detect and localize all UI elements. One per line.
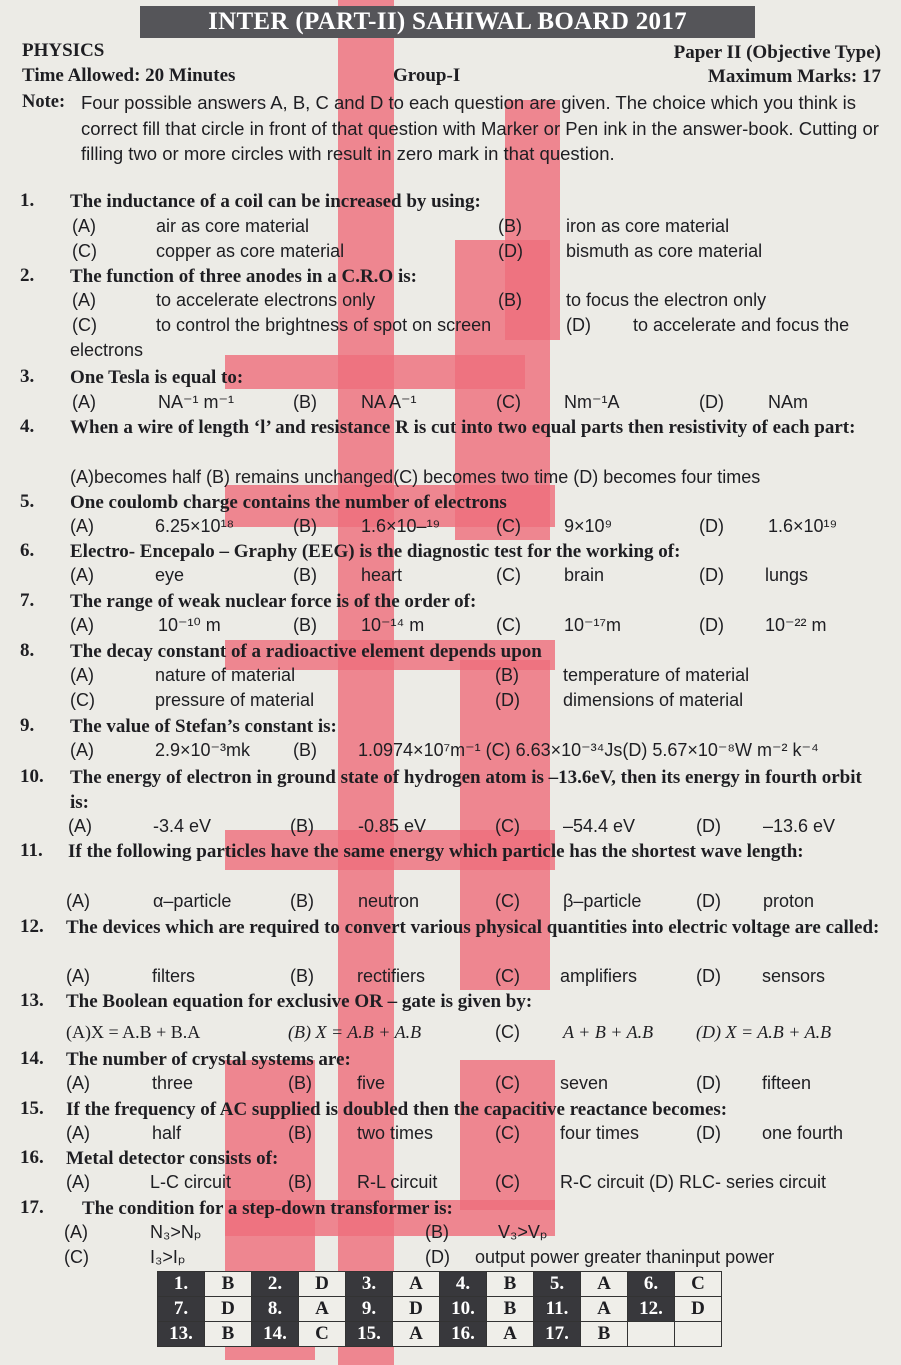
option-label: (B): [288, 1172, 312, 1192]
option-label: (A): [66, 1123, 90, 1143]
option-text: 1.6×10–¹⁹: [361, 516, 441, 536]
option-text: seven: [560, 1073, 609, 1093]
option-text: electrons: [70, 340, 144, 360]
option-text: -0.85 eV: [358, 816, 427, 836]
question-text: The number of crystal systems are:: [66, 1049, 351, 1070]
question-text: One Tesla is equal to:: [70, 367, 244, 388]
question-text: The Boolean equation for exclusive OR – gate is given by:: [66, 991, 533, 1012]
option-text: pressure of material: [155, 690, 315, 710]
key-question-number: 16.: [440, 1322, 487, 1347]
question-number: 8.: [20, 640, 35, 661]
option-label: (A): [70, 615, 94, 635]
option-text: filters: [152, 966, 196, 986]
question-text: The condition for a step-down transformer is:: [82, 1198, 453, 1219]
option-text: 10⁻¹⁷m: [564, 615, 622, 635]
option-label: (B): [498, 216, 522, 236]
option-label: (D): [495, 690, 520, 710]
option-label: (B): [293, 565, 317, 585]
option-text: five: [357, 1073, 386, 1093]
option-label: (C): [64, 1247, 89, 1267]
key-answer: A: [581, 1272, 628, 1297]
key-question-number: 7.: [158, 1297, 205, 1322]
option-label: (B): [498, 290, 522, 310]
option-label: (B): [293, 392, 317, 412]
question-number: 12.: [20, 916, 44, 937]
option-text: output power greater thaninput power: [475, 1247, 775, 1267]
option-text: -3.4 eV: [153, 816, 212, 836]
key-answer: A: [581, 1297, 628, 1322]
key-question-number: 6.: [628, 1272, 675, 1297]
option-text: NAm: [768, 392, 808, 412]
option-text: proton: [763, 891, 815, 911]
option-label: (B): [288, 1073, 312, 1093]
key-answer: D: [675, 1297, 722, 1322]
option-text: β–particle: [563, 891, 642, 911]
option-label: (D): [425, 1247, 450, 1267]
option-label: (A): [70, 740, 94, 760]
option-text: I₃>Iₚ: [150, 1247, 186, 1267]
option-label: (C): [496, 565, 521, 585]
question-number: 17.: [20, 1197, 44, 1218]
question-number: 2.: [20, 265, 35, 286]
option-label: (C): [495, 891, 520, 911]
question-text: Electro- Encepalo – Graphy (EEG) is the diagnostic test for the working of:: [70, 541, 681, 562]
note-text: Four possible answers A, B, C and D to each question are given. The choice which you think is correct fill that circle in front of that question with Marker or Pen ink in the answer-book. Cutting or filling two or more circles with result in zero mark in that question.: [81, 92, 879, 164]
option-label: (C): [72, 241, 97, 261]
option-text: copper as core material: [156, 241, 345, 261]
question-number: 5.: [20, 491, 35, 512]
key-question-number: 12.: [628, 1297, 675, 1322]
answer-key-row: [158, 1297, 722, 1322]
option-label: (A): [64, 1222, 88, 1242]
option-label: (D): [696, 966, 721, 986]
option-label: (A): [70, 565, 94, 585]
option-text: (B) X = A.B + A.B: [288, 1022, 422, 1042]
key-question-number: 17.: [534, 1322, 581, 1347]
answer-key-row: [158, 1322, 722, 1347]
key-question-number: 4.: [440, 1272, 487, 1297]
option-label: (B): [290, 891, 314, 911]
option-text: V₃>Vₚ: [498, 1222, 548, 1242]
option-label: (B): [293, 740, 317, 760]
question-text: One coulomb charge contains the number of electrons: [70, 492, 507, 513]
option-text: dimensions of material: [563, 690, 744, 710]
option-text: NA⁻¹ m⁻¹: [158, 392, 234, 412]
key-empty-cell: [675, 1322, 722, 1347]
question-text: If the frequency of AC supplied is doubled then the capacitive reactance becomes:: [66, 1099, 728, 1120]
key-question-number: 13.: [158, 1322, 205, 1347]
option-label: (D): [696, 891, 721, 911]
option-label: (B): [425, 1222, 449, 1242]
option-label: (C): [72, 315, 97, 335]
option-label: (D): [699, 615, 724, 635]
question-number: 11.: [20, 840, 43, 861]
question-number: 10.: [20, 766, 44, 787]
key-question-number: 8.: [252, 1297, 299, 1322]
option-text: lungs: [765, 565, 809, 585]
option-text: heart: [361, 565, 403, 585]
option-label: (A): [66, 1172, 90, 1192]
option-label: (B): [290, 966, 314, 986]
option-text: 6.25×10¹⁸: [155, 516, 235, 536]
option-text: (A)X = A.B + B.A: [66, 1022, 201, 1042]
option-text: 2.9×10⁻³mk: [155, 740, 251, 760]
option-label: (B): [290, 816, 314, 836]
question-text: The value of Stefan’s constant is:: [70, 716, 337, 737]
key-answer: A: [393, 1272, 440, 1297]
option-text: NA A⁻¹: [361, 392, 417, 412]
group-label: Group-I: [393, 65, 461, 86]
option-text: sensors: [762, 966, 826, 986]
key-question-number: 15.: [346, 1322, 393, 1347]
option-text: (D) X = A.B + A.B: [696, 1022, 832, 1042]
option-label: (A): [66, 891, 90, 911]
option-label: (C): [496, 392, 521, 412]
question-number: 7.: [20, 590, 35, 611]
option-label: (C): [495, 966, 520, 986]
key-answer: A: [299, 1297, 346, 1322]
question-text: When a wire of length ‘l’ and resistance R is cut into two equal parts then resistivity of each part:: [70, 417, 856, 438]
key-answer: B: [487, 1272, 534, 1297]
option-label: (D): [699, 565, 724, 585]
key-question-number: 9.: [346, 1297, 393, 1322]
option-label: (D): [696, 1073, 721, 1093]
key-answer: D: [299, 1272, 346, 1297]
option-text: 1.6×10¹⁹: [768, 516, 838, 536]
option-label: (D): [498, 241, 523, 261]
time-allowed: Time Allowed: 20 Minutes: [22, 65, 236, 86]
question-number: 9.: [20, 715, 35, 736]
key-answer: B: [487, 1297, 534, 1322]
option-text: to focus the electron only: [566, 290, 767, 310]
subject-label: PHYSICS: [22, 40, 105, 61]
option-text: to accelerate electrons only: [156, 290, 376, 310]
option-text: neutron: [358, 891, 420, 911]
option-label: (A): [72, 290, 96, 310]
option-label: (C): [496, 516, 521, 536]
option-text: rectifiers: [357, 966, 426, 986]
option-text: 10⁻²² m: [765, 615, 827, 635]
key-answer: A: [393, 1322, 440, 1347]
answer-key-table: [157, 1271, 722, 1347]
key-empty-cell: [628, 1322, 675, 1347]
option-text: amplifiers: [560, 966, 638, 986]
option-text: R-C circuit (D) RLC- series circuit: [560, 1172, 827, 1192]
paper-type: Paper II (Objective Type): [673, 42, 881, 63]
question-number: 4.: [20, 416, 35, 437]
option-label: (C): [495, 1073, 520, 1093]
option-text: bismuth as core material: [566, 241, 763, 261]
question-number: 1.: [20, 190, 35, 211]
option-label: (D): [696, 1123, 721, 1143]
option-text: Nm⁻¹A: [564, 392, 620, 412]
question-text: Metal detector consists of:: [66, 1148, 279, 1169]
question-text: If the following particles have the same energy which particle has the shortest wave length:: [68, 841, 804, 862]
option-text: nature of material: [155, 665, 296, 685]
key-answer: D: [393, 1297, 440, 1322]
note-label: Note:: [22, 92, 66, 112]
option-text: to accelerate and focus the: [633, 315, 850, 335]
option-label: (B): [293, 615, 317, 635]
option-text: air as core material: [156, 216, 310, 236]
option-label: (A): [72, 392, 96, 412]
option-label: (C): [495, 816, 520, 836]
question-number: 6.: [20, 540, 35, 561]
question-text: The energy of electron in ground state of hydrogen atom is –13.6eV, then its energy in fourth orbit is:: [70, 767, 862, 813]
option-label: (B): [288, 1123, 312, 1143]
option-label: (C): [495, 1172, 520, 1192]
maximum-marks: Maximum Marks: 17: [707, 66, 881, 87]
option-label: (A): [72, 216, 96, 236]
option-label: (C): [495, 1022, 520, 1042]
option-label: (B): [293, 516, 317, 536]
option-text: –54.4 eV: [563, 816, 636, 836]
key-question-number: 10.: [440, 1297, 487, 1322]
key-question-number: 14.: [252, 1322, 299, 1347]
question-text: The function of three anodes in a C.R.O is:: [70, 266, 417, 287]
option-text: brain: [564, 565, 605, 585]
answer-key-row: [158, 1272, 722, 1297]
question-number: 3.: [20, 366, 35, 387]
option-label: (C): [495, 1123, 520, 1143]
key-answer: D: [205, 1297, 252, 1322]
option-text: 1.0974×10⁷m⁻¹ (C) 6.63×10⁻³⁴Js(D) 5.67×10⁻⁸W m⁻² k⁻⁴: [358, 740, 819, 760]
option-text: A + B + A.B: [563, 1022, 654, 1042]
option-text: to control the brightness of spot on screen: [156, 315, 492, 335]
key-answer: C: [299, 1322, 346, 1347]
key-answer: A: [487, 1322, 534, 1347]
option-text: eye: [155, 565, 185, 585]
key-question-number: 11.: [534, 1297, 581, 1322]
question-number: 14.: [20, 1048, 44, 1069]
option-label: (D): [699, 392, 724, 412]
option-label: (A): [66, 1073, 90, 1093]
question-text: The devices which are required to convert various physical quantities into electric voltage are called:: [66, 917, 880, 938]
option-label: (C): [70, 690, 95, 710]
question-text: The decay constant of a radioactive element depends upon: [70, 641, 542, 662]
option-text: 10⁻¹⁰ m: [158, 615, 221, 635]
option-label: (B): [495, 665, 519, 685]
option-label: (A): [66, 966, 90, 986]
option-text: (A)becomes half (B) remains unchanged(C) becomes two time (D) becomes four times: [70, 467, 761, 487]
option-text: two times: [357, 1123, 434, 1143]
option-text: R-L circuit: [357, 1172, 438, 1192]
key-question-number: 1.: [158, 1272, 205, 1297]
question-number: 15.: [20, 1098, 44, 1119]
option-label: (C): [496, 615, 521, 635]
option-label: (D): [696, 816, 721, 836]
option-label: (D): [566, 315, 591, 335]
option-text: –13.6 eV: [763, 816, 836, 836]
option-label: (D): [699, 516, 724, 536]
option-text: iron as core material: [566, 216, 730, 236]
key-question-number: 3.: [346, 1272, 393, 1297]
key-answer: B: [581, 1322, 628, 1347]
option-text: 9×10⁹: [564, 516, 613, 536]
option-text: 10⁻¹⁴ m: [361, 615, 425, 635]
key-answer: B: [205, 1322, 252, 1347]
key-answer: B: [205, 1272, 252, 1297]
question-text: The range of weak nuclear force is of the order of:: [70, 591, 477, 612]
option-text: N₃>Nₚ: [150, 1222, 202, 1242]
option-text: temperature of material: [563, 665, 750, 685]
key-question-number: 2.: [252, 1272, 299, 1297]
option-label: (A): [70, 665, 94, 685]
option-text: L-C circuit: [150, 1172, 232, 1192]
paper-title: INTER (PART-II) SAHIWAL BOARD 2017: [140, 6, 755, 38]
option-text: three: [152, 1073, 194, 1093]
question-number: 13.: [20, 990, 44, 1011]
option-text: half: [152, 1123, 182, 1143]
key-question-number: 5.: [534, 1272, 581, 1297]
option-text: α–particle: [153, 891, 232, 911]
option-label: (A): [70, 516, 94, 536]
option-text: one fourth: [762, 1123, 844, 1143]
question-text: The inductance of a coil can be increased by using:: [70, 191, 481, 212]
option-label: (A): [68, 816, 92, 836]
key-answer: C: [675, 1272, 722, 1297]
option-text: fifteen: [762, 1073, 812, 1093]
question-number: 16.: [20, 1147, 44, 1168]
option-text: four times: [560, 1123, 640, 1143]
